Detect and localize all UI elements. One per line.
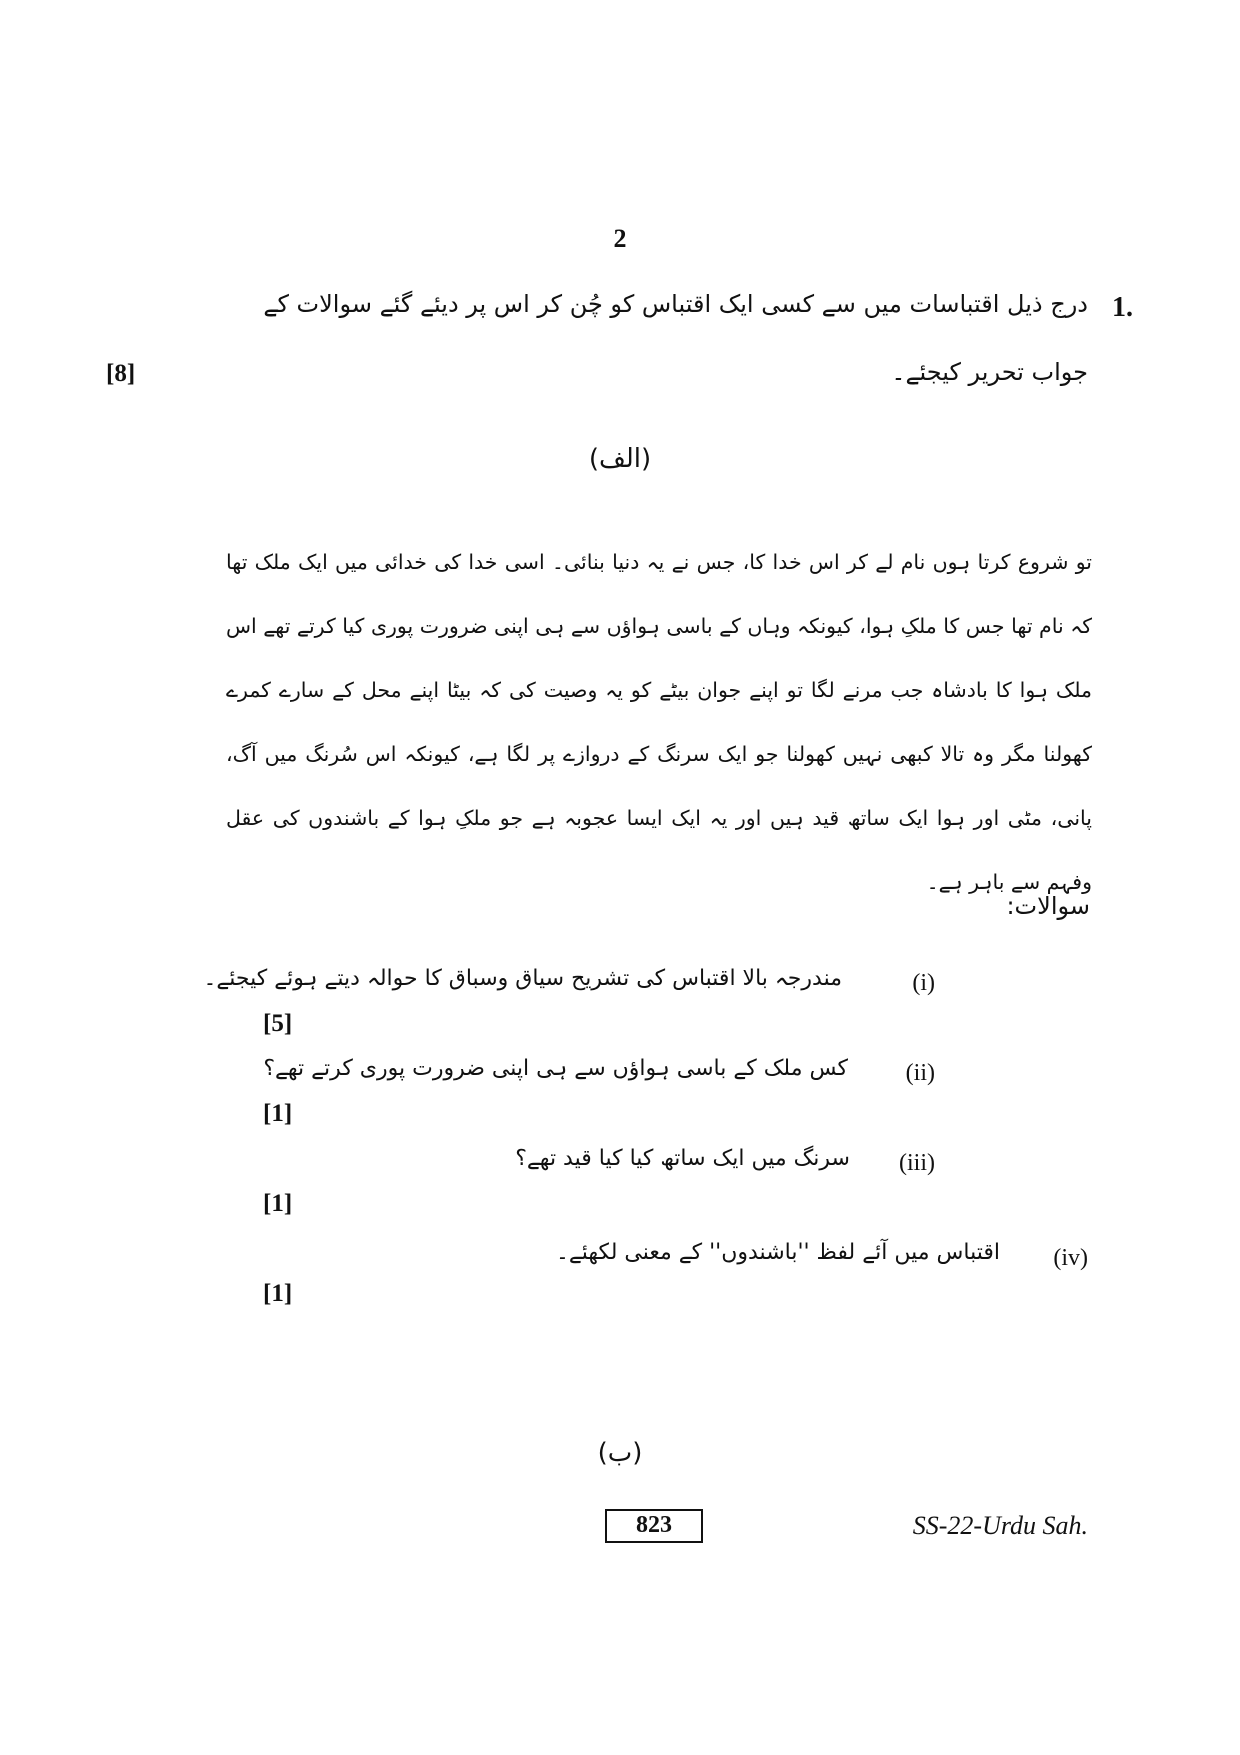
footer-paper-code: SS-22-Urdu Sah. (912, 1511, 1088, 1540)
question-marks: [8] (106, 360, 136, 387)
question-number: 1. (1112, 292, 1133, 323)
passage (226, 530, 1092, 914)
sub-question-3-number: (iii) (899, 1150, 935, 1176)
sub-question-4-marks: [1] (263, 1280, 293, 1307)
questions-heading: سوالات: (1006, 892, 1090, 920)
sub-question-4-text: اقتباس میں آئے لفظ ''باشندوں'' کے معنی لکھئے۔ (556, 1240, 1000, 1265)
sub-question-2-marks: [1] (263, 1100, 293, 1127)
section-a-heading: (الف) (588, 444, 652, 474)
sub-question-2-text: کس ملک کے باسی ہواؤں سے ہی اپنی ضرورت پوری کرتے تھے؟ (263, 1056, 848, 1081)
page-number: 2 (613, 224, 627, 253)
question-instruction-line-2: جواب تحریر کیجئے۔ (891, 358, 1088, 386)
sub-question-1-text: مندرجہ بالا اقتباس کی تشریح سیاق وسباق کا حوالہ دیتے ہوئے کیجئے۔ (203, 966, 842, 991)
passage-text: تو شروع کرتا ہوں نام لے کر اس خدا کا، جس نے یہ دنیا بنائی۔ اسی خدا کی خدائی میں ایک ملک تھا کہ نام تھا جس کا ملکِ ہوا، کیونکہ وہاں کے باسی ہواؤں سے ہی اپنی ضرورت پوری کیا کرتے تھے اس ملک ہوا کا بادشاہ جب مرنے لگا تو اپنے جوان بیٹے کو یہ وصیت کی کہ بیٹا اپنے محل کے سارے کمرے کھولنا مگر وہ تالا کبھی نہیں کھولنا جو ایک سرنگ کے دروازے پر لگا ہے، کیونکہ اس سُرنگ میں آگ، پانی، مٹی اور ہوا ایک ساتھ قید ہیں اور یہ ایک ایسا عجوبہ ہے جو ملکِ ہوا کے باشندوں کی عقل وفہم سے باہر ہے۔ (226, 550, 1092, 894)
sub-question-2-number: (ii) (905, 1060, 935, 1086)
sub-question-1-marks: [5] (263, 1010, 293, 1037)
footer-page-code-box: 823 (605, 1509, 703, 1543)
question-instruction-line-1: درج ذیل اقتباسات میں سے کسی ایک اقتباس کو چُن کر اس پر دیئے گئے سوالات کے (263, 290, 1088, 318)
sub-question-1-number: (i) (912, 970, 935, 996)
sub-question-3-marks: [1] (263, 1190, 293, 1217)
sub-question-3-text: سرنگ میں ایک ساتھ کیا کیا قید تھے؟ (515, 1146, 850, 1171)
section-b-heading: (ب) (597, 1438, 643, 1468)
sub-question-4-number: (iv) (1053, 1245, 1088, 1271)
